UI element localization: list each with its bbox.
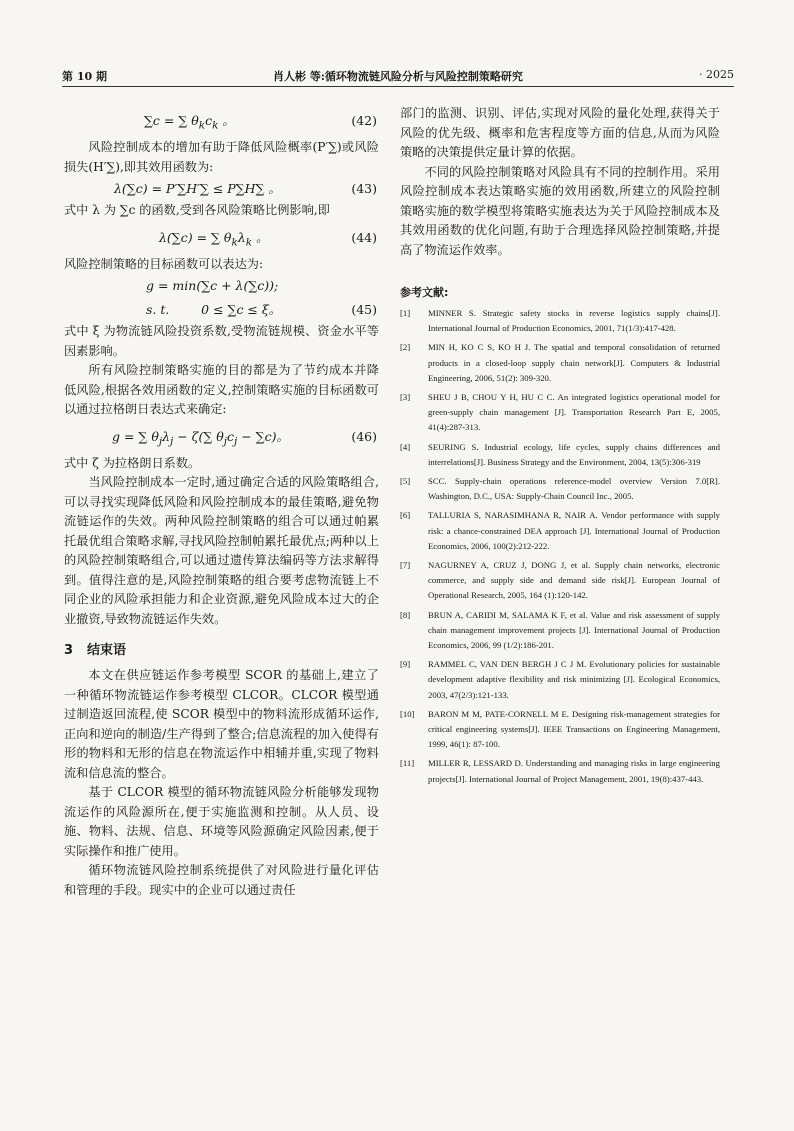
formula-43-body: λ(∑c) = P′∑H′∑ ≤ P∑H∑ 。 (114, 181, 281, 196)
formula-44-body: λ(∑c) = ∑ $\theta_k\lambda_k$ 。 (159, 229, 269, 248)
paragraph: 不同的风险控制策略对风险具有不同的控制作用。采用风险控制成本表达策略实施的效用函数,所建立的风险控制策略实施的数学模型将策略实施表达为关于风险控制成本及其效用函数的优化问题,有助于合理选择风险控制策略,并提高了物流运作效率。 (400, 164, 720, 257)
reference-list (400, 306, 720, 787)
formula-45a (64, 274, 379, 298)
reference-item (400, 340, 720, 386)
formula-46-number: (46) (351, 428, 377, 444)
right-column (400, 104, 720, 791)
reference-number: [11] (400, 758, 415, 769)
reference-number: [1] (400, 308, 411, 318)
reference-text: SCC. Supply-chain operations reference-model overview Version 7.0[R]. Washington, D.C., USA: Supply-Chain Council Inc., 2005. (428, 476, 720, 502)
section-heading (64, 639, 379, 658)
reference-text: MILLER R, LESSARD D. Understanding and managing risks in large engineering projects[J]. International Journal of Project Management, 2001, 19(8):437-443. (428, 758, 720, 784)
reference-item (400, 657, 720, 703)
reference-number: [7] (400, 560, 411, 571)
section-number: 3 (64, 643, 74, 658)
reference-item (400, 306, 720, 336)
reference-item (400, 440, 720, 470)
formula-45a-body: g = min(∑c + λ(∑c)); (146, 278, 279, 293)
reference-text: MINNER S. Strategic safety stocks in reverse logistics supply chains[J]. International Journal of Production Economics, 2001, 71(1/3):417-428. (428, 308, 720, 334)
paragraph: 所有风险控制策略实施的目的都是为了节约成本并降低风险,根据各效用函数的定义,控制策略实施的目标函数可以通过拉格朗日表达式来确定: (64, 363, 379, 416)
paragraph: 循环物流链风险控制系统提供了对风险进行量化评估和管理的手段。现实中的企业可以通过责任 (64, 863, 379, 897)
reference-item (400, 756, 720, 786)
reference-text: RAMMEL C, VAN DEN BERGH J C J M. Evolutionary policies for sustainable development adaptive flexibility and risk minimizing [J]. Ecological Economics, 2003, 47(2/3):121-133. (428, 659, 720, 700)
running-header (62, 64, 734, 87)
reference-number: [8] (400, 609, 411, 620)
paragraph: 基于 CLCOR 模型的循环物流链风险分析能够发现物流运作的风险源所在,便于实施监测和控制。从人员、设施、物料、法规、信息、环境等风险源确定风险因素,便于实际操作和推广使用。 (64, 785, 379, 858)
reference-text: BARON M M, PATE-CORNELL M E. Designing risk-management strategies for critical engineering systems[J]. IEEE Transactions on Engineering Management, 1999, 46(1): 87-100. (428, 708, 720, 750)
reference-text: SHEU J B, CHOU Y H, HU C C. An integrated logistics operational model for green-supply chain management [J]. Transportation Research Part E, 2005, 41(4):287-313. (428, 392, 720, 433)
paragraph: 部门的监测、识别、评估,实现对风险的量化处理,获得关于风险的优先级、概率和危害程度等方面的信息,从而为风险策略的决策提供定量计算的依据。 (400, 106, 720, 159)
formula-43-number: (43) (351, 181, 377, 196)
paragraph: 式中 λ 为 ∑c 的函数,受到各风险策略比例影响,即 (64, 203, 330, 217)
issue-label: 第 10 期 (62, 70, 107, 83)
formula-44-number: (44) (351, 229, 377, 245)
paragraph: 本文在供应链运作参考模型 SCOR 的基础上,建立了一种循环物流链运作参考模型 CLCOR。CLCOR 模型通过制造返回流程,使 SCOR 模型中的物料流形成循环运作,正向和逆向的制造/生产得到了整合;信息流程的加入使得有形的物料和无形的信息在物流运作中相辅并重,实现了物料流和信息流的整合。 (64, 668, 379, 780)
references-heading: 参考文献: (400, 286, 449, 299)
reference-text: NAGURNEY A, CRUZ J, DONG J, et al. Supply chain networks, electronic commerce, and supply side and demand side risk[J]. European Journal of Operational Research, 2005, 164 (1):120-142. (428, 560, 720, 601)
reference-item (400, 707, 720, 753)
formula-46 (64, 420, 379, 454)
formula-42 (64, 104, 379, 138)
reference-text: TALLURIA S, NARASIMHANA R, NAIR A. Vendor performance with supply risk: a chance-constrained DEA approach [J]. International Journal of Production Economics, 2006, 100(2):212-222. (428, 510, 720, 551)
left-column (64, 104, 379, 900)
formula-42-body: ∑c = ∑ $\theta_kc_k$ 。 (144, 113, 235, 132)
formula-43 (64, 177, 379, 201)
reference-number: [9] (400, 659, 411, 670)
formula-45b-body: s. t. 0 ≤ ∑c ≤ ξ。 (146, 302, 282, 317)
reference-number: [6] (400, 510, 411, 521)
formula-42-number: (42) (351, 113, 377, 128)
formula-45-number: (45) (351, 302, 377, 317)
reference-text: MIN H, KO C S, KO H J. The spatial and temporal consolidation of returned products in a closed-loop supply chain network[J]. Computers & Industrial Engineering, 2006, 51(2): 309-320. (428, 342, 720, 383)
reference-number: [5] (400, 476, 411, 487)
reference-number: [10] (400, 708, 415, 719)
formula-44 (64, 221, 379, 255)
reference-item (400, 390, 720, 436)
paragraph: 风险控制策略的目标函数可以表达为: (64, 256, 264, 271)
reference-text: BRUN A, CARIDI M, SALAMA K F, et al. Value and risk assessment of supply chain management improvement projects [J]. International Journal of Production Economics, 2006, 99 (1/2):186-201. (428, 609, 720, 651)
page-number: · 2025 (699, 68, 734, 81)
reference-number: [2] (400, 342, 411, 353)
reference-text: SEURING S. Industrial ecology, life cycles, supply chains differences and interrelations[J]. Business Strategy and the Environment, 2004, 13(5):306-319 (428, 441, 720, 467)
reference-item (400, 474, 720, 504)
reference-number: [3] (400, 392, 411, 403)
paragraph: 式中 ζ 为拉格朗日系数。 (64, 455, 201, 470)
reference-item (400, 608, 720, 654)
section-title: 结束语 (87, 643, 127, 658)
formula-46-body: g = ∑ $\theta_j\lambda_j - \zeta(\sum$ $\theta_jc_j - \sum c$)。 (112, 428, 289, 447)
reference-item (400, 508, 720, 554)
reference-item (400, 558, 720, 604)
paragraph: 式中 ξ 为物流链风险投资系数,受物流链规模、资金水平等因素影响。 (64, 324, 379, 358)
paragraph: 当风险控制成本一定时,通过确定合适的风险策略组合,可以寻找实现降低风险和风险控制成本的最佳策略,避免物流链运作的失效。两种风险控制策略的组合可以通过帕累托最优组合策略求解,寻找风险控制帕累托最优点;两种以上的风险控制策略组合,可以通过遗传算法编码等方法求解得到。值得注意的是,风险控制策略的组合要考虑物流链上不同企业的风险承担能力和企业资源,避免风险成本过大的企业撤资,导致物流链运作失效。 (64, 475, 379, 626)
reference-number: [4] (400, 441, 411, 452)
article-title-header: 肖人彬 等:循环物流链风险分析与风险控制策略研究 (273, 70, 523, 83)
formula-45b (64, 298, 379, 322)
paragraph: 风险控制成本的增加有助于降低风险概率(P′∑)或风险损失(H′∑),即其效用函数为: (64, 140, 379, 174)
